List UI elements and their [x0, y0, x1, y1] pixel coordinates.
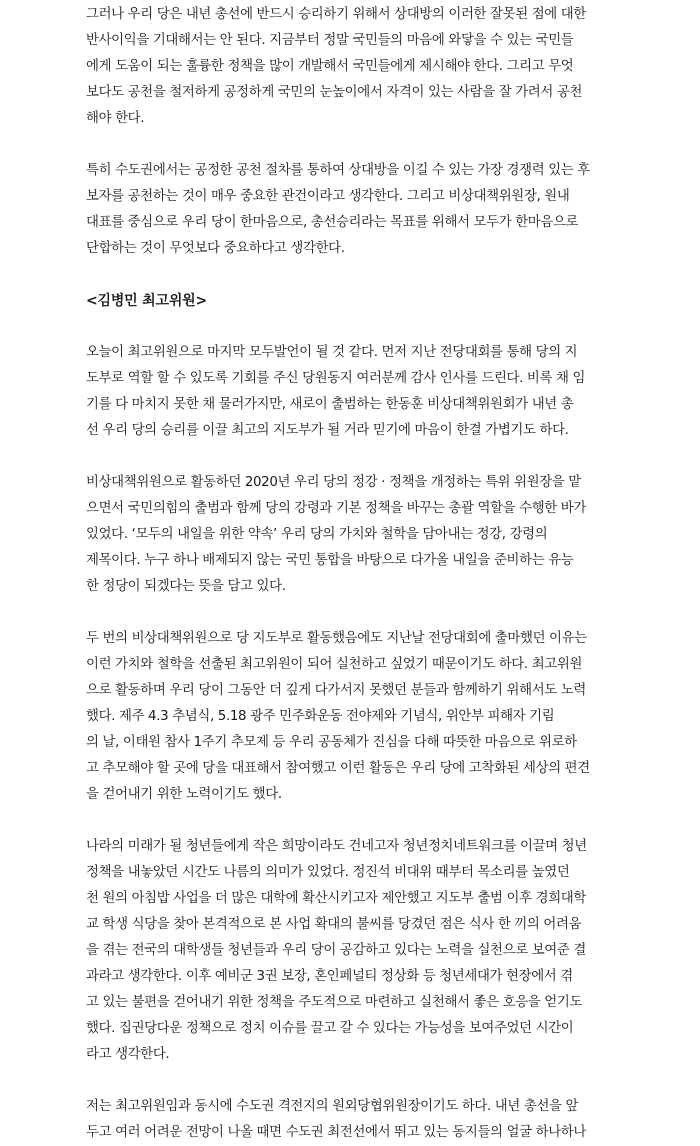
paragraph-3 — [86, 340, 614, 444]
paragraph-spacer — [86, 1068, 614, 1094]
text-line: 나라의 미래가 될 청년들에게 작은 희망이라도 건네고자 청년정치네트워크를 이끌며 청년 — [86, 839, 587, 854]
speaker-heading: <김병민 최고위원> — [86, 293, 208, 309]
text-line: 단합하는 것이 무엇보다 중요하다고 생각한다. — [86, 241, 345, 256]
paragraph-7 — [86, 1094, 614, 1146]
text-line: 특히 수도권에서는 공정한 공천 절차를 통하여 상대방을 이길 수 있는 가장 경쟁력 있는 후 — [86, 163, 590, 178]
text-line: 했다. 제주 4.3 추념식, 5.18 광주 민주화운동 전야제와 기념식, 위안부 피해자 기림 — [86, 709, 555, 724]
text-line: 선 우리 당의 승리를 이끌 최고의 지도부가 될 거라 믿기에 마음이 한결 가볍기도 하다. — [86, 423, 569, 438]
text-line: 에게 도움이 되는 훌륭한 정책을 많이 개발해서 국민들에게 제시해야 한다. 그리고 무엇 — [86, 59, 574, 74]
text-line: 저는 최고위원임과 동시에 수도권 격전지의 원외당협위원장이기도 하다. 내년 총선을 앞 — [86, 1099, 579, 1114]
text-line: 두고 여러 어려운 전망이 나올 때면 수도권 최전선에서 뛰고 있는 동지들의 얼굴 하나하나 — [86, 1125, 586, 1140]
text-line: 한 정당이 되겠다는 뜻을 담고 있다. — [86, 579, 286, 594]
text-line: 도부로 역할 할 수 있도록 기회를 주신 당원동지 여러분께 감사 인사를 드린다. 비록 채 임 — [86, 371, 586, 386]
text-line: 정책을 내놓았던 시간도 나름의 의미가 있었다. 정진석 비대위 때부터 목소리를 높였던 — [86, 865, 570, 880]
text-line: 고 추모해야 할 곳에 당을 대표해서 참여했고 이런 활동은 우리 당에 고착화된 세상의 편견 — [86, 761, 590, 776]
paragraph-spacer — [86, 808, 614, 834]
text-line: 보다도 공천을 철저하게 공정하게 국민의 눈높이에서 자격이 있는 사람을 잘 가려서 공천 — [86, 85, 583, 100]
text-line: 오늘이 최고위원으로 마지막 모두발언이 될 것 같다. 먼저 지난 전당대회를 통해 당의 지 — [86, 345, 578, 360]
text-line: 과라고 생각한다. 이후 예비군 3권 보장, 혼인페널티 정상화 등 청년세대가 현장에서 겪 — [86, 969, 573, 984]
text-line: 의 날, 이태원 참사 1주기 추모제 등 우리 공동체가 진심을 다해 따뜻한 마음으로 위로하 — [86, 735, 577, 750]
text-line: 라고 생각한다. — [86, 1047, 170, 1062]
text-line: 그러나 우리 당은 내년 총선에 반드시 승리하기 위해서 상대방의 이러한 잘못된 점에 대한 — [86, 7, 586, 22]
text-line: 을 걷어내기 위한 노력이기도 했다. — [86, 787, 282, 802]
text-line: 교 학생 식당을 찾아 본격적으로 본 사업 확대의 불씨를 당겼던 점은 식사 한 끼의 어려움 — [86, 917, 582, 932]
paragraph-spacer — [86, 262, 614, 288]
text-line: 두 번의 비상대책위원으로 당 지도부로 활동했음에도 지난날 전당대회에 출마했던 이유는 — [86, 631, 587, 646]
text-line: 했다. 집권당다운 정책으로 정치 이슈를 끌고 갈 수 있다는 가능성을 보여주었던 시간이 — [86, 1021, 574, 1036]
text-line: 대표를 중심으로 우리 당이 한마음으로, 총선승리라는 목표를 위해서 모두가 한마음으로 — [86, 215, 579, 230]
text-line: 해야 한다. — [86, 111, 145, 126]
text-line: 을 겪는 전국의 대학생들 청년들과 우리 당이 공감하고 있다는 노력을 실천으로 보여준 결 — [86, 943, 586, 958]
text-line: 으로 활동하며 우리 당이 그동안 더 깊게 다가서지 못했던 분들과 함께하기 위해서도 노력 — [86, 683, 586, 698]
text-line: 고 있는 불편을 걷어내기 위한 정책을 주도적으로 마련하고 실천해서 좋은 호응을 얻기도 — [86, 995, 583, 1010]
paragraph-4 — [86, 470, 614, 600]
paragraph-spacer — [86, 600, 614, 626]
text-line: 천 원의 아침밥 사업을 더 많은 대학에 확산시키고자 제안했고 지도부 출범 이후 경희대학 — [86, 891, 586, 906]
paragraph-spacer — [86, 444, 614, 470]
paragraph-6 — [86, 834, 614, 1068]
paragraph-1 — [86, 2, 614, 132]
text-line: 기를 다 마치지 못한 채 물러가지만, 새로이 출범하는 한동훈 비상대책위원회가 내년 총 — [86, 397, 574, 412]
paragraph-5 — [86, 626, 614, 808]
text-line: 비상대책위원으로 활동하던 2020년 우리 당의 정강 · 정책을 개정하는 특위 위원장을 맡 — [86, 475, 581, 490]
paragraph-spacer — [86, 314, 614, 340]
paragraph-2 — [86, 158, 614, 262]
text-line: 이런 가치와 철학을 선출된 최고위원이 되어 실천하고 싶었기 때문이기도 하다. 최고위원 — [86, 657, 583, 672]
text-line: 있었다. ‘모두의 내일을 위한 약속’ 우리 당의 가치와 철학을 담아내는 정강, 강령의 — [86, 527, 548, 542]
paragraph-spacer — [86, 132, 614, 158]
text-line: 반사이익을 기대해서는 안 된다. 지금부터 정말 국민들의 마음에 와닿을 수 있는 국민들 — [86, 33, 574, 48]
text-line: 제목이다. 누구 하나 배제되지 않는 국민 통합을 바탕으로 다가올 내일을 준비하는 유능 — [86, 553, 574, 568]
text-line: 으면서 국민의힘의 출범과 함께 당의 강령과 기본 정책을 바꾸는 총괄 역할을 수행한 바가 — [86, 501, 586, 516]
text-line: 보자를 공천하는 것이 매우 중요한 관건이라고 생각한다. 그리고 비상대책위원장, 원내 — [86, 189, 570, 204]
